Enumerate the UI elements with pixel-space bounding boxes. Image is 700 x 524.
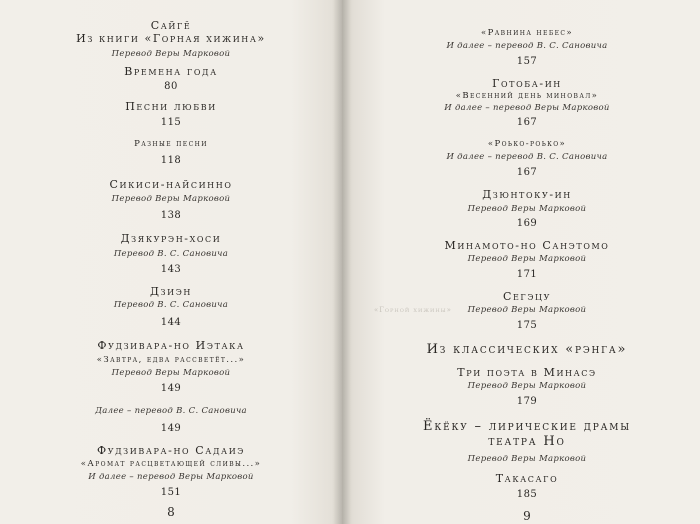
- page-number: 157: [516, 56, 538, 67]
- page-number: 115: [160, 117, 182, 128]
- toc-heading: Времена года: [124, 65, 218, 78]
- page-number: 169: [516, 218, 538, 229]
- toc-heading: Три поэта в Минасэ: [457, 366, 597, 379]
- page-number: 167: [516, 117, 538, 128]
- toc-heading: Дзякурэн-хоси: [120, 232, 222, 245]
- right-toc-column: [342, 0, 700, 524]
- page-number: 118: [160, 155, 182, 166]
- page-number: 149: [160, 423, 182, 434]
- toc-heading: Дзиэн: [149, 285, 192, 298]
- translator-note: Перевод Веры Марковой: [467, 305, 587, 315]
- translator-note: Перевод Веры Марковой: [467, 204, 587, 214]
- toc-heading: Фудзивара-но Иэтака: [97, 339, 245, 352]
- translator-note: Далее – перевод В. С. Сановича: [95, 406, 247, 416]
- translator-note: И далее – перевод В. С. Сановича: [446, 152, 608, 162]
- translator-note: И далее – перевод Веры Марковой: [88, 472, 254, 482]
- toc-subtitle: «Аромат расцветающей сливы...»: [80, 459, 262, 469]
- translator-note: Перевод Веры Марковой: [111, 194, 231, 204]
- toc-subtitle: «Равнина небес»: [480, 28, 573, 38]
- page-number: 179: [516, 396, 538, 407]
- translator-note: И далее – перевод Веры Марковой: [444, 103, 610, 113]
- toc-heading: Фудзивара-но Садаиэ: [96, 444, 246, 457]
- toc-heading: Минамото-но Санэтомо: [444, 239, 610, 252]
- toc-heading: Сайгё: [150, 19, 192, 32]
- page-number: 138: [160, 210, 182, 221]
- toc-heading: Готоба-ин: [492, 77, 562, 90]
- page-number: 143: [160, 264, 182, 275]
- toc-subtitle: Разные песни: [134, 139, 208, 149]
- toc-heading: театра Но: [488, 434, 566, 449]
- translator-note: Перевод Веры Марковой: [467, 254, 587, 264]
- page-number: 144: [160, 317, 182, 328]
- translator-note: Перевод Веры Марковой: [111, 368, 231, 378]
- page-number: 80: [164, 81, 178, 92]
- toc-heading: Дзюнтоку-ин: [482, 188, 572, 201]
- book-gutter: [333, 0, 351, 524]
- left-toc-column: [0, 0, 342, 524]
- translator-note: Перевод Веры Марковой: [467, 381, 587, 391]
- toc-heading: Из классических «рэнга»: [426, 342, 628, 357]
- toc-heading: Сегэцу: [502, 290, 552, 303]
- translator-note: И далее – перевод В. С. Сановича: [446, 41, 608, 51]
- toc-heading: Песни любви: [125, 100, 217, 113]
- folio-number: 8: [167, 505, 175, 519]
- page-number: 167: [516, 167, 538, 178]
- toc-heading: Ёкёку – лирические драмы: [423, 419, 631, 434]
- toc-subtitle: «Завтра, едва рассветёт...»: [96, 355, 246, 365]
- toc-heading: Такасаго: [495, 472, 559, 485]
- folio-number: 9: [523, 509, 531, 523]
- translator-note: Перевод В. С. Сановича: [113, 249, 229, 259]
- page-number: 151: [160, 487, 182, 498]
- page-number: 175: [516, 320, 538, 331]
- toc-subtitle: «Весенний день миновал»: [455, 91, 599, 101]
- translator-note: Перевод В. С. Сановича: [113, 300, 229, 310]
- right-page: [342, 0, 700, 524]
- page-number: 185: [516, 489, 538, 500]
- translator-note: Перевод Веры Марковой: [111, 49, 231, 59]
- toc-subtitle: «Роько-роько»: [487, 139, 567, 149]
- page-number: 171: [516, 269, 538, 280]
- toc-heading: Из книги «Горная хижина»: [76, 32, 266, 45]
- translator-note: Перевод Веры Марковой: [467, 454, 587, 464]
- left-page: [0, 0, 342, 524]
- toc-heading: Сикиси-найсинно: [109, 178, 233, 191]
- bleed-through-text: «Горной хижины»: [374, 306, 452, 314]
- page-number: 149: [160, 383, 182, 394]
